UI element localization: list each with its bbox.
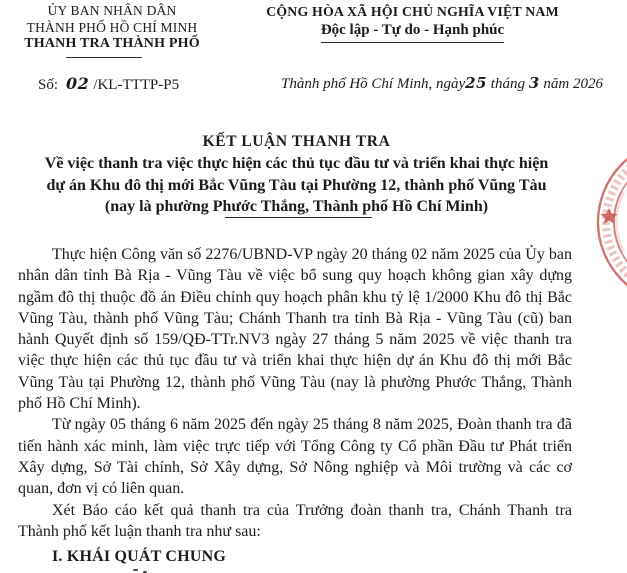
document-number-suffix: /KL-TTTP-P5 [93,77,180,93]
issuing-authority-name: THANH TRA THÀNH PHỐ [24,36,200,51]
issuing-authority-block [6,3,218,53]
section-heading: I. KHÁI QUÁT CHUNG [52,548,226,566]
dateline-prefix: Thành phố Hồ Chí Minh, ngày [281,76,466,92]
body-paragraph: Xét Báo cáo kết quả thanh tra của Trưởng đoàn thanh tra, Chánh Thanh tra Thành phố kết luận thanh tra như sau: [18,501,572,540]
official-red-seal-icon [595,140,627,310]
issuing-authority-parent: ỦY BAN NHÂN DÂN [47,3,177,18]
document-number-label: Số: [38,77,59,93]
dateline-day-handwritten: 25 [465,74,488,92]
dateline-end: năm 2026 [543,76,603,92]
document-number-handwritten: 02 [66,74,90,93]
document-subtitle-line1: Về việc thanh tra việc thực hiện các thủ tục đầu tư và triển khai thực hiện [44,155,549,172]
national-motto: Độc lập - Tự do - Hạnh phúc [321,21,504,43]
place-and-date-line [281,74,603,94]
body-paragraph: Từ ngày 05 tháng 6 năm 2025 đến ngày 25 tháng 8 năm 2025, Đoàn thanh tra đã tiến hành xác minh, làm việc trực tiếp với Tổng Công ty Cổ phần Đầu tư Phát triển Xây dựng, Sở Tài chính, Sở Xây dựng, Sở Nông nghiệp và Môi trường và các cơ quan, đơn vị có liên quan. [18,416,572,498]
document-number [38,74,179,95]
document-body [18,244,572,567]
document-title-block [18,131,575,218]
document-subtitle-line3: (nay là phường Phước Thắng, Thành phố Hồ Chí Minh) [104,198,489,215]
body-paragraph: Thực hiện Công văn số 2276/UBND-VP ngày 20 tháng 02 năm 2025 của Ủy ban nhân dân tỉnh Bà Rịa - Vũng Tàu về việc bổ sung quy hoạch không gian xây dựng ngầm đô thị thuộc đồ án Điều chỉnh quy hoạch phân khu tỷ lệ 1/2000 Khu đô thị Bắc Vũng Tàu, thành phố Vũng Tàu; Chánh Thanh tra tỉnh Bà Rịa - Vũng Tàu (cũ) ban hành Quyết định số 159/QĐ-TTr.NV3 ngày 27 tháng 5 năm 2025 về việc thanh tra việc thực hiện các thủ tục đầu tư và triển khai thực hiện dự án Khu đô thị mới Bắc Vũng Tàu tại Phường 12, thành phố Vũng Tàu (nay là phường Phước Thắng, Thành phố Hồ Chí Minh). [18,246,572,413]
cutoff-next-line-mark [133,569,138,571]
issuing-authority-city: THÀNH PHỐ HỒ CHÍ MINH [26,19,198,35]
authority-divider-rule [66,57,142,58]
dateline-mid: tháng [490,76,525,92]
national-title: CỘNG HÒA XÃ HỘI CHỦ NGHĨA VIỆT NAM [266,4,559,19]
document-subtitle-line2: dự án Khu đô thị mới Bắc Vũng Tàu tại Phường 12, thành phố Vũng Tàu [46,176,547,194]
national-header-block [250,3,575,43]
title-divider-rule [225,217,372,218]
document-title: KẾT LUẬN THANH TRA [202,133,391,150]
dateline-month-handwritten: 3 [528,74,540,92]
